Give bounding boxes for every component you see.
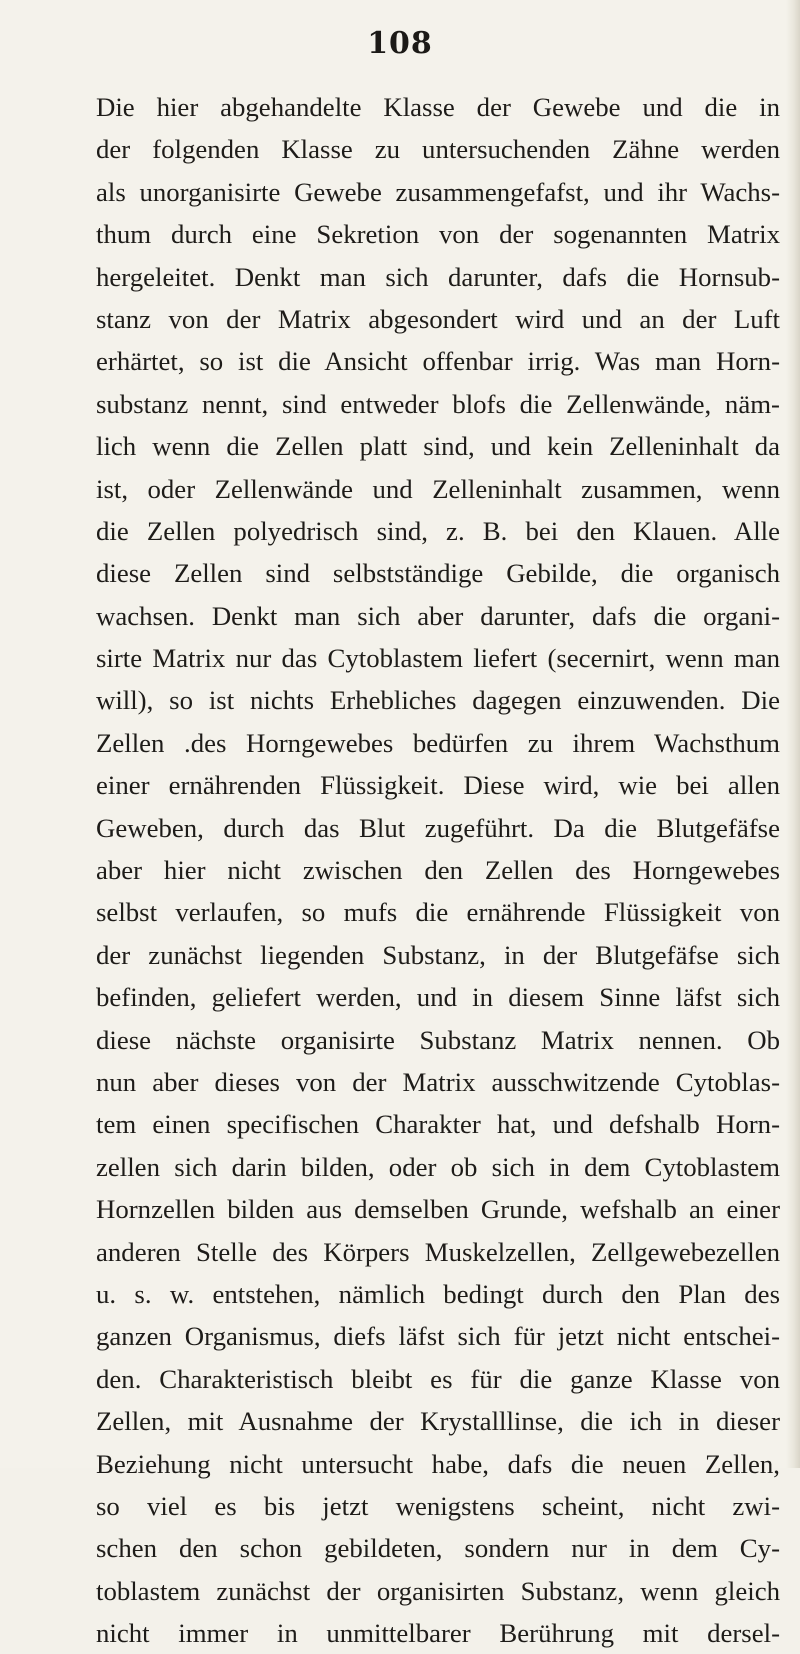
page-edge-shadow: [786, 0, 800, 1468]
text-line: Hornzellen bilden aus demselben Grunde, wefshalb an einer: [96, 1194, 780, 1225]
text-line: so viel es bis jetzt wenigstens scheint, nicht zwi-: [96, 1490, 780, 1521]
text-line: anderen Stelle des Körpers Muskelzellen, Zellgewebezellen: [96, 1236, 780, 1267]
text-line: u. s. w. entstehen, nämlich bedingt durch den Plan des: [96, 1278, 780, 1309]
text-line: Beziehung nicht untersucht habe, dafs die neuen Zellen,: [96, 1448, 780, 1479]
text-line: Zellen .des Horngewebes bedürfen zu ihrem Wachsthum: [96, 727, 780, 758]
text-line: lich wenn die Zellen platt sind, und kein Zelleninhalt da: [96, 431, 780, 462]
text-line: ist, oder Zellenwände und Zelleninhalt zusammen, wenn: [96, 473, 780, 504]
text-line: die Zellen polyedrisch sind, z. B. bei den Klauen. Alle: [96, 515, 780, 546]
text-line: der zunächst liegenden Substanz, in der Blutgefäfse sich: [96, 939, 780, 970]
text-line: einer ernährenden Flüssigkeit. Diese wird, wie bei allen: [96, 770, 780, 801]
text-line: ganzen Organismus, diefs läfst sich für jetzt nicht entschei-: [96, 1321, 780, 1352]
text-line: hergeleitet. Denkt man sich darunter, dafs die Hornsub-: [96, 261, 780, 292]
text-line: diese Zellen sind selbstständige Gebilde, die organisch: [96, 558, 780, 589]
text-line: als unorganisirte Gewebe zusammengefafst, und ihr Wachs-: [96, 176, 780, 207]
text-line: Zellen, mit Ausnahme der Krystalllinse, die ich in dieser: [96, 1406, 780, 1437]
text-line: diese nächste organisirte Substanz Matrix nennen. Ob: [96, 1024, 780, 1055]
text-line: wachsen. Denkt man sich aber darunter, dafs die organi-: [96, 600, 780, 631]
page-number: 108: [367, 26, 433, 61]
text-line: erhärtet, so ist die Ansicht offenbar irrig. Was man Horn-: [96, 346, 780, 377]
text-line: aber hier nicht zwischen den Zellen des Horngewebes: [96, 855, 780, 886]
body-text: [96, 86, 780, 1654]
text-line: stanz von der Matrix abgesondert wird und an der Luft: [96, 303, 780, 334]
text-line: Die hier abgehandelte Klasse der Gewebe und die in: [96, 92, 780, 122]
text-line: befinden, geliefert werden, und in diesem Sinne läfst sich: [96, 982, 780, 1013]
text-line: nicht immer in unmittelbarer Berührung mit dersel-: [96, 1618, 780, 1649]
text-line: selbst verlaufen, so mufs die ernährende Flüssigkeit von: [96, 897, 780, 928]
text-line: toblastem zunächst der organisirten Substanz, wenn gleich: [96, 1575, 780, 1606]
text-line: nun aber dieses von der Matrix ausschwitzende Cytoblas-: [96, 1066, 780, 1097]
text-line: Geweben, durch das Blut zugeführt. Da die Blutgefäfse: [96, 812, 780, 843]
text-line: substanz nennt, sind entweder blofs die Zellenwände, näm-: [96, 388, 780, 419]
text-line: sirte Matrix nur das Cytoblastem liefert (secernirt, wenn man: [96, 643, 780, 674]
text-line: schen den schon gebildeten, sondern nur in dem Cy-: [96, 1533, 780, 1564]
text-line: tem einen specifischen Charakter hat, und defshalb Horn-: [96, 1109, 780, 1140]
text-line: thum durch eine Sekretion von der sogenannten Matrix: [96, 219, 780, 250]
text-line: zellen sich darin bilden, oder ob sich in dem Cytoblastem: [96, 1151, 780, 1182]
text-line: der folgenden Klasse zu untersuchenden Zähne werden: [96, 134, 780, 165]
text-line: den. Charakteristisch bleibt es für die ganze Klasse von: [96, 1363, 780, 1394]
text-line: will), so ist nichts Erhebliches dagegen einzuwenden. Die: [96, 685, 780, 716]
